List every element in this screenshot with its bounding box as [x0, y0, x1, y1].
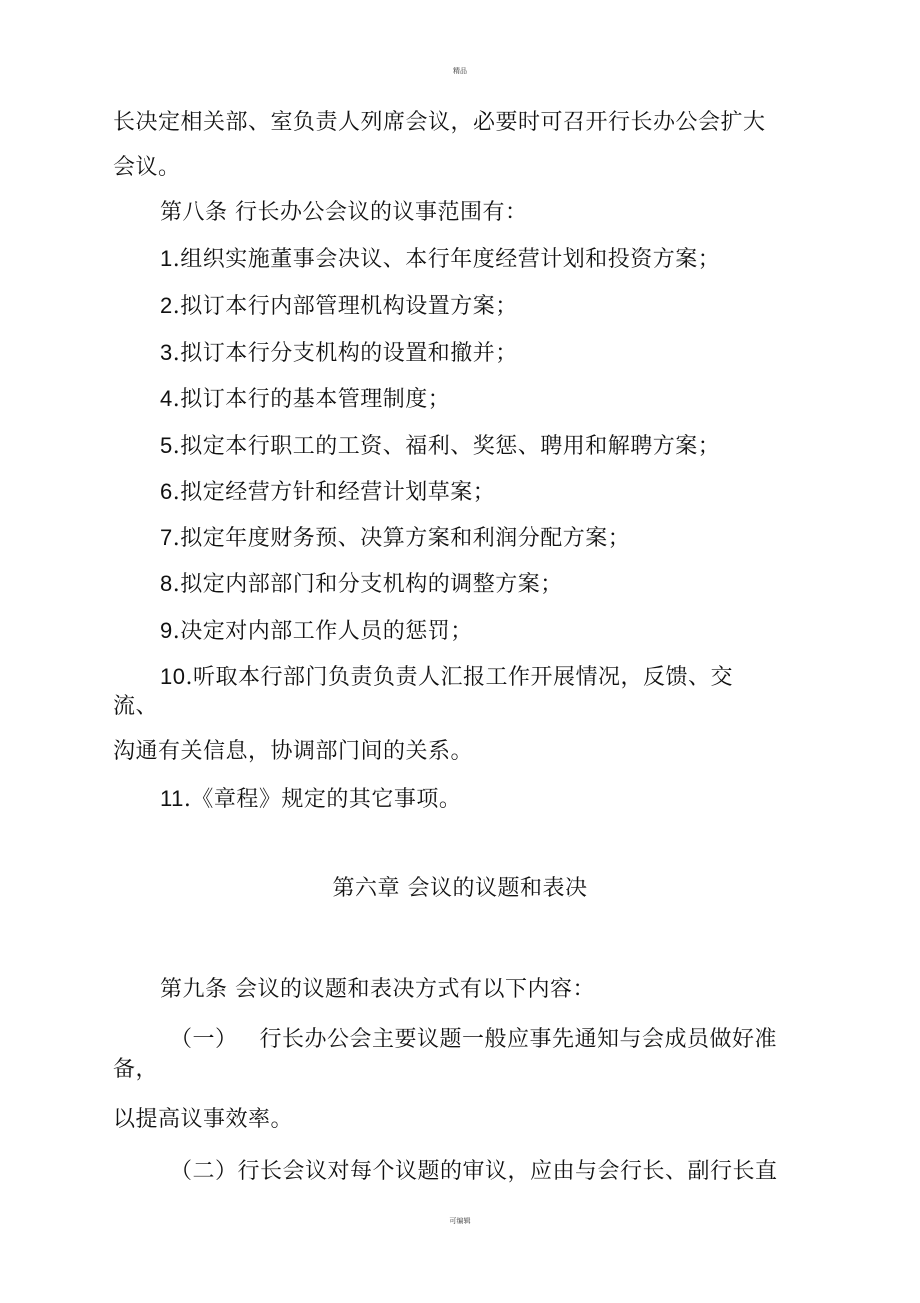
item-number: 1 — [160, 246, 173, 271]
sub-item-label: （一） — [170, 1027, 238, 1052]
article-9-heading: 第九条 会议的议题和表决方式有以下内容： — [160, 977, 595, 1002]
item-text: .拟定年度财务预、决算方案和利润分配方案； — [172, 526, 631, 551]
item-text: .听取本行部门负责负责人汇报工作开展情况，反馈、交 — [185, 665, 733, 690]
item-text: .拟定内部部门和分支机构的调整方案； — [172, 572, 563, 597]
item-number: 3 — [160, 340, 173, 365]
item-number: 7 — [160, 525, 173, 550]
article-8-heading: 第八条 行长办公会议的议事范围有： — [160, 200, 528, 225]
item-text: .拟订本行的基本管理制度； — [172, 387, 451, 412]
chapter-6-title: 第六章 会议的议题和表决 — [332, 876, 588, 901]
item-text: .拟订本行内部管理机构设置方案； — [172, 294, 518, 319]
sub-item-text: 行长办公会主要议题一般应事先通知与会成员做好准 — [259, 1027, 778, 1052]
list-item-11 — [160, 784, 461, 815]
page-header: 精品 — [453, 67, 467, 75]
list-item-8 — [160, 569, 563, 600]
item-number: 9 — [160, 618, 173, 643]
page-footer: 可编辑 — [449, 1217, 471, 1225]
item-number: 2 — [160, 293, 173, 318]
item-number: 10 — [160, 664, 186, 689]
list-item-9 — [160, 616, 473, 647]
list-item-6 — [160, 477, 495, 508]
item-text: .决定对内部工作人员的惩罚； — [172, 619, 473, 644]
item-number: 4 — [160, 386, 173, 411]
list-item-2 — [160, 291, 518, 322]
sub-item-1-continuation-2: 以提高议事效率。 — [113, 1107, 294, 1132]
sub-item-1 — [170, 1025, 777, 1055]
item-text: .拟定本行职工的工资、福利、奖惩、聘用和解聘方案； — [172, 434, 721, 459]
list-item-3 — [160, 338, 518, 369]
sub-item-1-continuation-1: 备， — [113, 1057, 159, 1082]
list-item-1 — [160, 244, 720, 275]
item-text: .拟定经营方针和经营计划草案； — [172, 480, 496, 505]
list-item-7 — [160, 523, 630, 554]
list-item-10 — [160, 662, 733, 693]
item-number: 5 — [160, 433, 173, 458]
continuation-line-2: 会议。 — [113, 155, 181, 180]
sub-item-text: 行长会议对每个议题的审议，应由与会行长、副行长直 — [237, 1159, 778, 1184]
item-number: 6 — [160, 479, 173, 504]
item-number: 8 — [160, 571, 173, 596]
item-text: .拟订本行分支机构的设置和撤并； — [172, 341, 518, 366]
list-item-4 — [160, 384, 450, 415]
list-item-10-continuation-1: 流、 — [113, 694, 159, 719]
item-number: 11 — [160, 786, 184, 811]
continuation-line-1: 长决定相关部、室负责人列席会议，必要时可召开行长办公会扩大 — [113, 110, 766, 135]
sub-item-2 — [170, 1157, 778, 1187]
sub-item-label: （二） — [170, 1159, 238, 1184]
item-text: .《章程》规定的其它事项。 — [183, 787, 462, 812]
list-item-10-continuation-2: 沟通有关信息，协调部门间的关系。 — [113, 739, 474, 764]
item-text: .组织实施董事会决议、本行年度经营计划和投资方案； — [172, 247, 721, 272]
list-item-5 — [160, 431, 720, 462]
